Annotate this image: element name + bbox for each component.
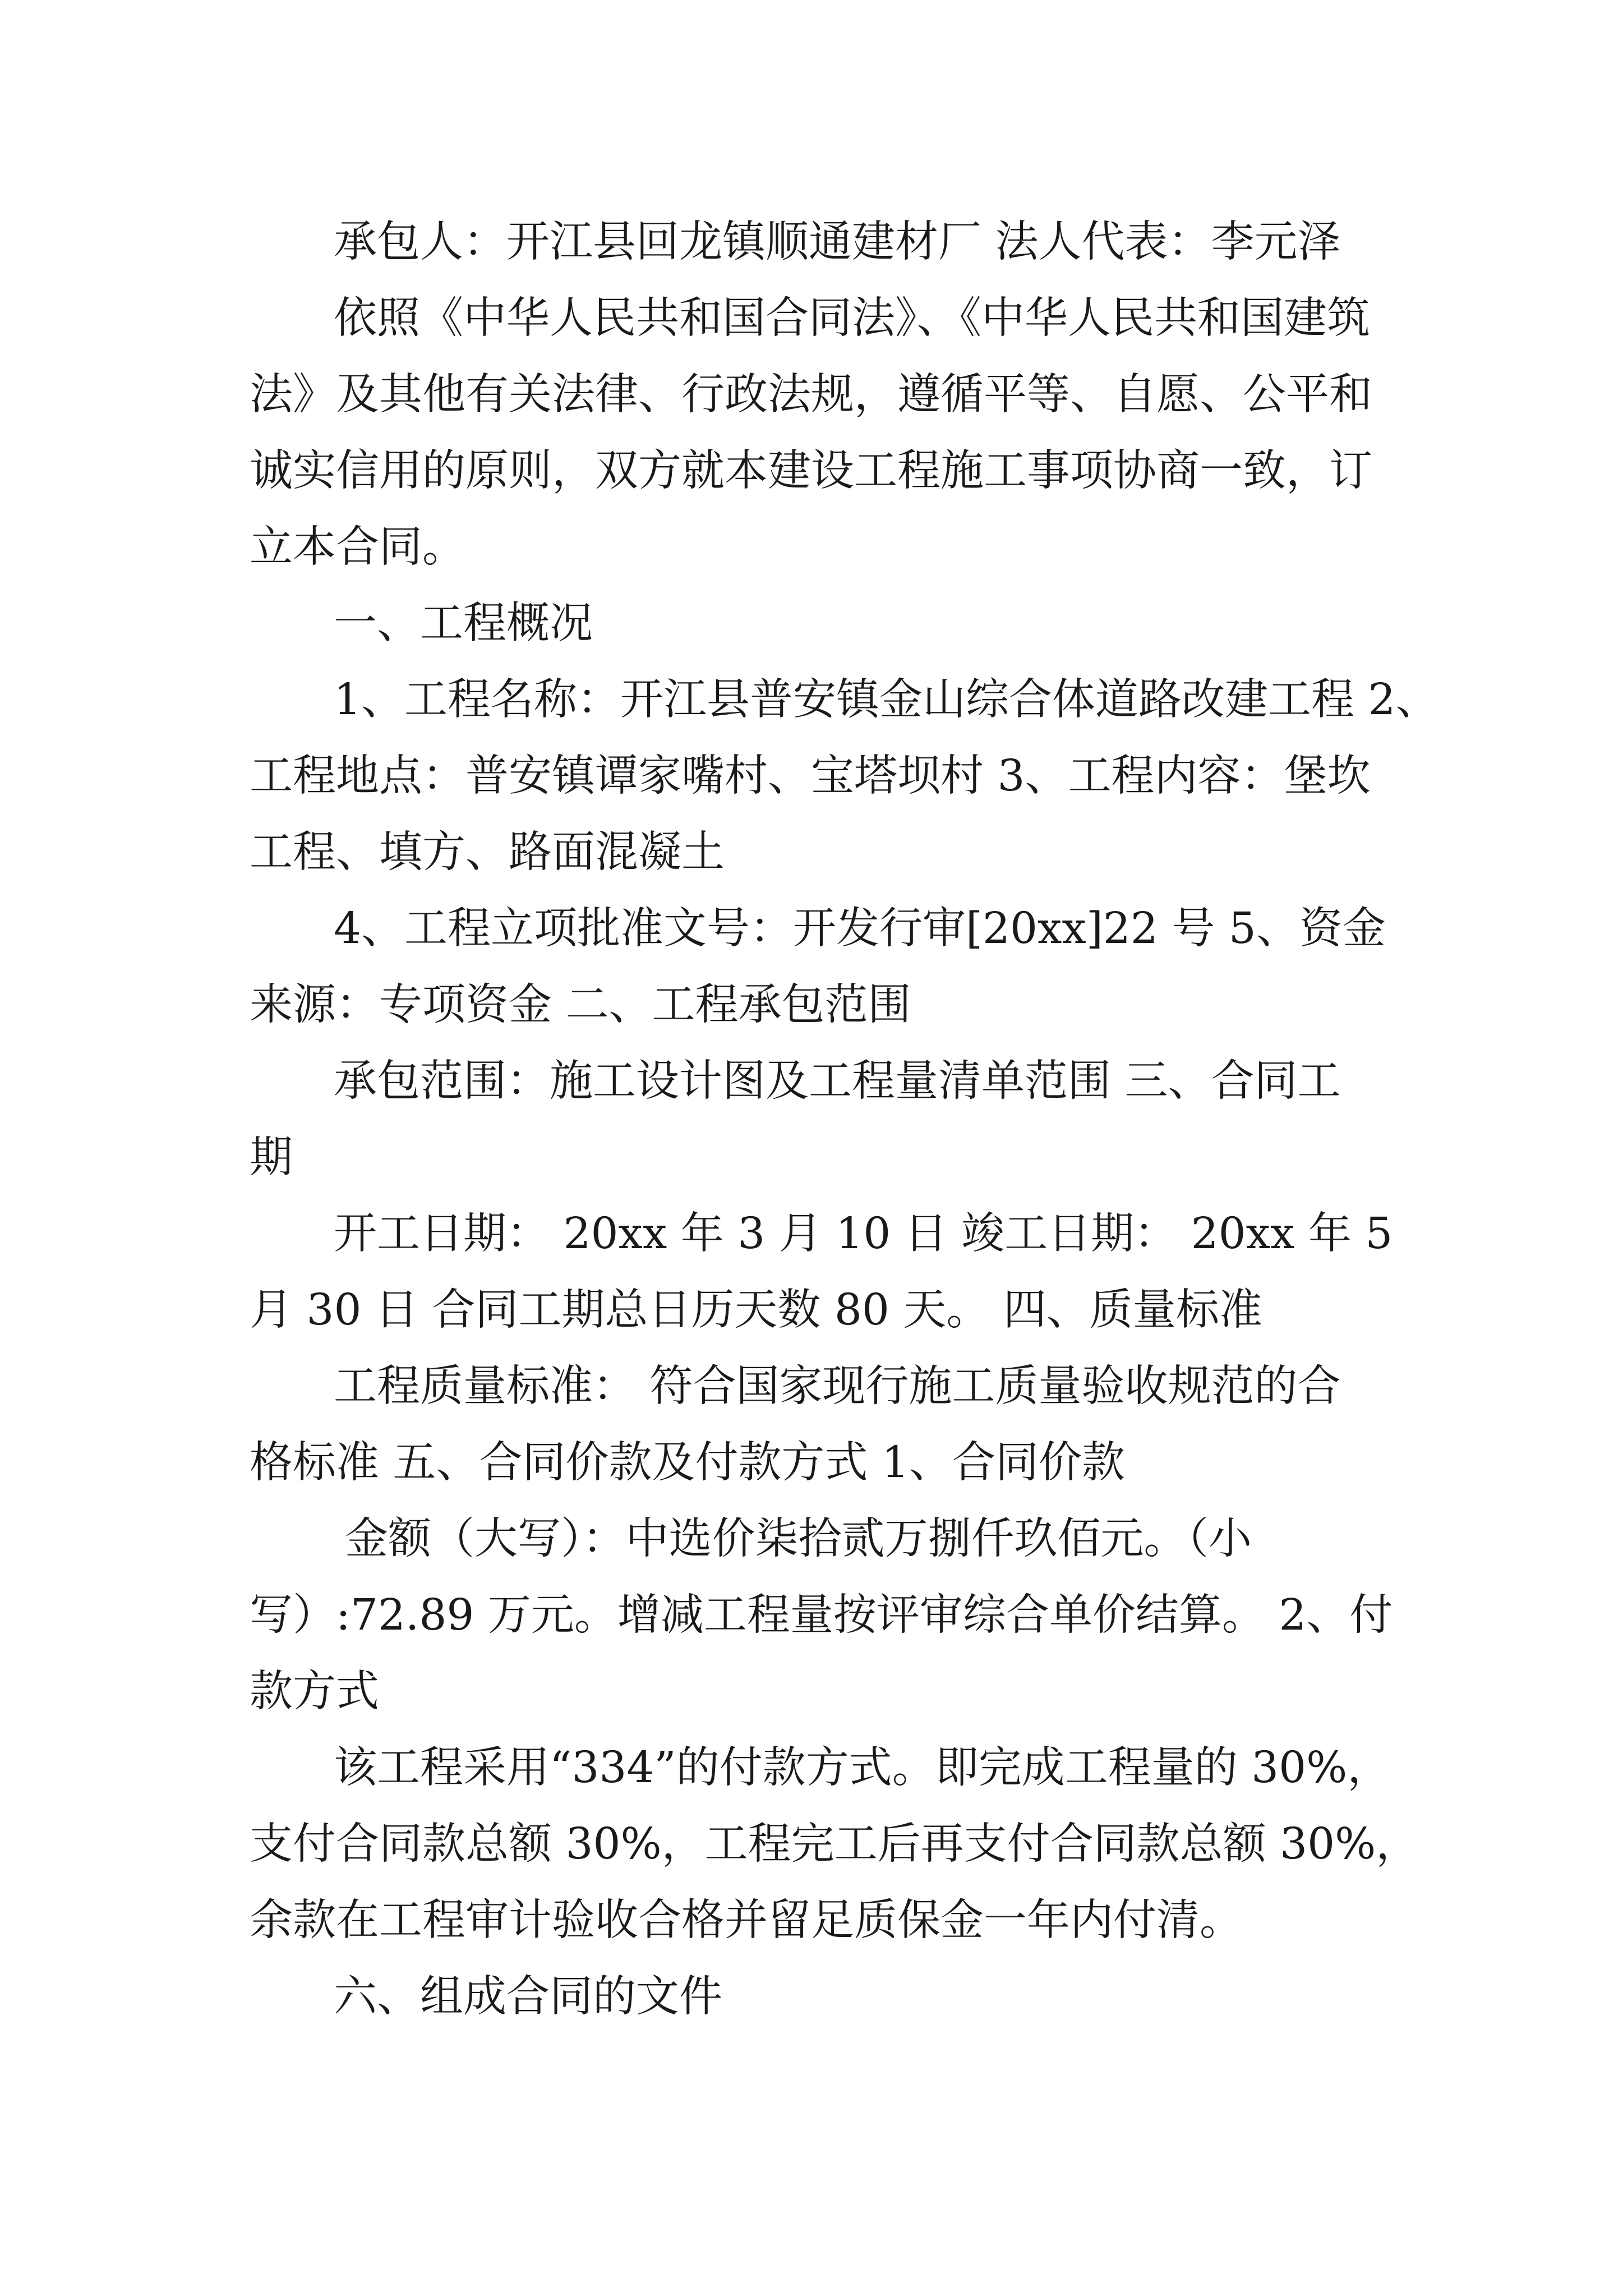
quality-line-1: 工程质量标准： 符合国家现行施工质量验收规范的合 [334, 1361, 1341, 1411]
preamble-line-1: 依照《中华人民共和国合同法》、《中华人民共和国建筑 [334, 293, 1370, 343]
payment-line-1: 该工程采用“334”的付款方式。即完成工程量的 30%， [334, 1743, 1391, 1793]
quality-line-2: 格标准 五、合同价款及付款方式 1、合同价款 [250, 1438, 1125, 1488]
schedule-line-1: 开工日期： 20xx 年 3 月 10 日 竣工日期： 20xx 年 5 [334, 1209, 1393, 1259]
preamble-line-4: 立本合同。 [250, 522, 465, 572]
price-line-3: 款方式 [250, 1667, 379, 1717]
approval-line-1: 4、工程立项批准文号：开发行审[20xx]22 号 5、资金 [334, 904, 1386, 954]
preamble-line-2: 法》及其他有关法律、行政法规，遵循平等、自愿、公平和 [250, 370, 1372, 420]
schedule-line-2: 月 30 日 合同工期总日历天数 80 天。 四、质量标准 [250, 1285, 1262, 1335]
approval-line-2: 来源：专项资金 二、工程承包范围 [250, 980, 911, 1030]
scope-line-1: 承包范围：施工设计图及工程量清单范围 三、合同工 [334, 1056, 1341, 1106]
preamble-line-3: 诚实信用的原则，双方就本建设工程施工事项协商一致，订 [250, 446, 1372, 496]
contractor-line: 承包人：开江县回龙镇顺通建材厂 法人代表：李元泽 [334, 217, 1341, 267]
project-info-line-1: 1、工程名称：开江县普安镇金山综合体道路改建工程 2、 [334, 675, 1439, 725]
price-line-1: 金额（大写）：中选价柒拾贰万捌仟玖佰元。（小 [345, 1514, 1252, 1564]
payment-line-3: 余款在工程审计验收合格并留足质保金一年内付清。 [250, 1895, 1243, 1945]
section-1-heading: 一、工程概况 [334, 599, 593, 648]
project-info-line-3: 工程、填方、路面混凝土 [250, 827, 725, 877]
section-6-heading: 六、组成合同的文件 [334, 1972, 722, 2022]
price-line-2: 写）:72.89 万元。增减工程量按评审综合单价结算。 2、付 [250, 1590, 1393, 1640]
scope-line-2: 期 [250, 1133, 293, 1182]
payment-line-2: 支付合同款总额 30%，工程完工后再支付合同款总额 30%， [250, 1819, 1419, 1869]
project-info-line-2: 工程地点：普安镇谭家嘴村、宝塔坝村 3、工程内容：堡坎 [250, 751, 1371, 801]
